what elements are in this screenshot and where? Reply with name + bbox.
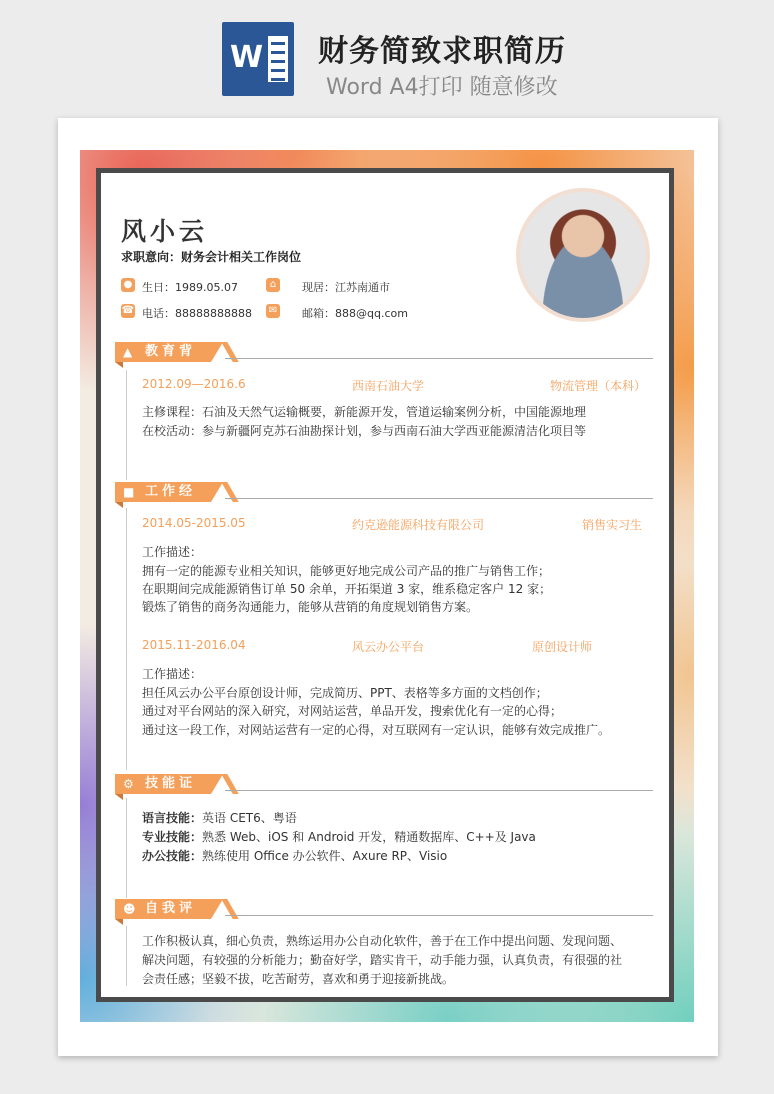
- phone-number: 电话：88888888888: [142, 307, 252, 320]
- job-desc-line: 担任风云办公平台原创设计师，完成简历、PPT、表格等多方面的文档创作；: [142, 686, 548, 700]
- job-role: 原创设计师: [532, 640, 593, 654]
- page-subtitle: Word A4打印 随意修改: [326, 75, 558, 100]
- gear-icon: ⚙: [123, 777, 134, 791]
- home-icon: ⌂: [266, 278, 280, 292]
- email-icon: ✉: [266, 304, 280, 318]
- birthday-icon: ●: [121, 278, 135, 292]
- profile-photo: [516, 188, 650, 322]
- education-courses: 主修课程：石油及天然气运输概要，新能源开发，管道运输案例分析，中国能源地理: [142, 405, 587, 419]
- job-desc-line: 在职期间完成能源销售订单 50 余单，开拓渠道 3 家，维系稳定客户 12 家；: [142, 582, 552, 596]
- skill-label: 办公技能：: [142, 849, 203, 863]
- job-period: 2015.11-2016.04: [142, 638, 246, 652]
- section-title: 技能证书: [115, 774, 211, 794]
- skill-item: [142, 828, 536, 847]
- skill-item: [142, 809, 297, 828]
- section-work: [115, 482, 655, 519]
- section-title: 工作经历: [115, 482, 211, 502]
- job-desc-line: 通过这一段工作，对网站运营有一定的心得，对互联网有一定认识，能够有效完成推广。: [142, 723, 611, 737]
- skill-label: 专业技能：: [142, 830, 203, 844]
- job-desc-line: 锻炼了销售的商务沟通能力，能够从营销的角度规划销售方案。: [142, 600, 479, 614]
- timeline-line: [126, 370, 127, 480]
- job-desc-line: 拥有一定的能源专业相关知识，能够更好地完成公司产品的推广与销售工作；: [142, 564, 551, 578]
- self-evaluation-text: 工作积极认真，细心负责，熟练运用办公自动化软件，善于在工作中提出问题、发现问题、解决问题，有较强的分析能力；勤奋好学，踏实肯干，动手能力强，认真负责，有很强的社会责任感；坚毅不拔，吃苦耐劳，喜欢和勇于迎接新挑战。: [142, 934, 623, 986]
- candidate-name: 风小云: [121, 217, 209, 246]
- job-role: 销售实习生: [582, 518, 643, 532]
- job-desc-line: 工作描述：: [142, 545, 203, 559]
- briefcase-icon: ■: [123, 485, 135, 499]
- person-icon: ☻: [123, 902, 136, 916]
- job-company: 风云办公平台: [352, 640, 425, 654]
- section-title: 自我评价: [115, 899, 211, 919]
- job-period: 2014.05-2015.05: [142, 516, 246, 530]
- section-title: 教育背景: [115, 342, 211, 362]
- timeline-line: [126, 926, 127, 986]
- section-education: [115, 342, 655, 379]
- education-major: 物流管理（本科）: [550, 379, 647, 393]
- job-desc-line: 通过对平台网站的深入研究，对网站运营，单品开发，搜索优化有一定的心得；: [142, 704, 563, 718]
- job-company: 约克逊能源科技有限公司: [352, 518, 485, 532]
- birth-date: 生日：1989.05.07: [142, 281, 238, 294]
- email-address: 邮箱：888@qq.com: [302, 307, 408, 320]
- phone-icon: ☎: [121, 305, 135, 316]
- section-self-evaluation: [115, 899, 655, 936]
- job-intent: 求职意向：财务会计相关工作岗位: [121, 250, 302, 264]
- education-school: 西南石油大学: [352, 379, 425, 393]
- skill-value: 英语 CET6、粤语: [202, 811, 297, 825]
- skill-item: [142, 847, 447, 866]
- skill-label: 语言技能：: [142, 811, 203, 825]
- section-skills: [115, 774, 655, 811]
- education-activities: 在校活动：参与新疆阿克苏石油勘探计划，参与西南石油大学西亚能源清洁化项目等: [142, 424, 587, 438]
- skill-value: 熟练使用 Office 办公软件、Axure RP、Visio: [202, 849, 448, 863]
- word-logo-icon: [222, 22, 294, 96]
- skill-value: 熟悉 Web、iOS 和 Android 开发，精通数据库、C++及 Java: [202, 830, 536, 844]
- word-logo-letter: W: [230, 40, 264, 75]
- education-period: 2012.09—2016.6: [142, 377, 246, 391]
- timeline-line: [126, 508, 127, 770]
- page-title: 财务简致求职简历: [318, 34, 566, 69]
- graduation-cap-icon: ▲: [123, 345, 133, 359]
- page-header: [0, 0, 774, 118]
- job-desc-line: 工作描述：: [142, 667, 203, 681]
- residence: 现居：江苏南通市: [302, 281, 390, 294]
- timeline-line: [126, 798, 127, 898]
